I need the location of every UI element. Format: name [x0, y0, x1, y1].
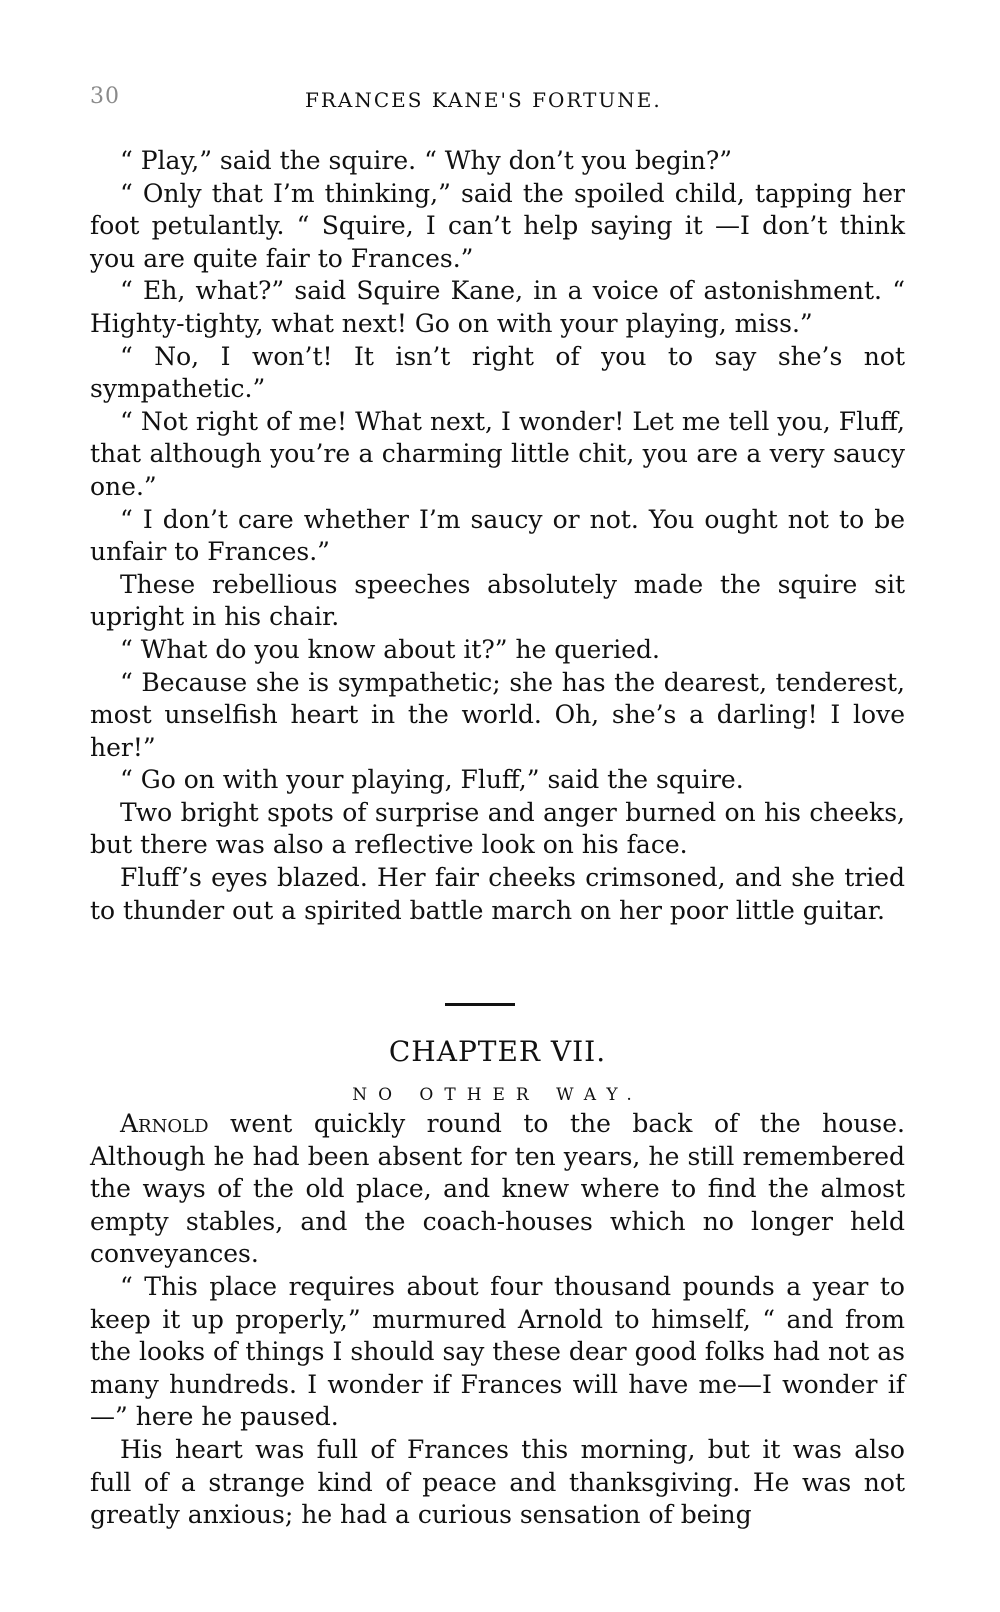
paragraph: “ Because she is sympathetic; she has the dearest, tenderest, most unselfish heart in the world. Oh, she’s a darling! I love her!”: [90, 667, 905, 762]
drop-word: Arnold: [120, 1109, 209, 1138]
paragraph: “ Go on with your playing, Fluff,” said the squire.: [120, 765, 744, 795]
paragraph: Two bright spots of surprise and anger burned on his cheeks, but there was also a reflective look on his face.: [90, 797, 905, 860]
running-title: FRANCES KANE'S FORTUNE.: [305, 88, 662, 112]
chapter-heading: CHAPTER VII.: [388, 1035, 607, 1068]
paragraph: “ This place requires about four thousand pounds a year to keep it up properly,” murmured Arnold to himself, “ and from the looks of things I should say these dear good folks had not as many hundreds. I wonder if Frances will have me—I wonder if—” here he paused.: [90, 1271, 905, 1432]
paragraph: Fluff’s eyes blazed. Her fair cheeks crimsoned, and she tried to thunder out a spirited battle march on her poor little guitar.: [90, 863, 905, 925]
paragraph: His heart was full of Frances this morning, but it was also full of a strange kind of peace and thanksgiving. He was not greatly anxious; he had a curious sensation of being: [90, 1434, 905, 1530]
section-divider: [445, 1003, 515, 1006]
paragraph: “ What do you know about it?” he queried.: [120, 634, 660, 664]
page-header: [90, 84, 920, 124]
chapter-subtitle: NO OTHER WAY.: [352, 1085, 643, 1105]
paragraph: “ Only that I’m thinking,” said the spoiled child, tapping her foot petulantly. “ Squire, I can’t help saying it —I don’t think you are quite fair to Frances.”: [90, 178, 905, 273]
paragraph: “ No, I won’t! It isn’t right of you to say she’s not sympathetic.”: [90, 341, 905, 404]
paragraph: “ Not right of me! What next, I wonder! Let me tell you, Fluff, that although you’re a charming little chit, you are a very saucy one.”: [90, 406, 905, 501]
paragraph: “ I don’t care whether I’m saucy or not. You ought not to be unfair to Frances.”: [90, 504, 905, 567]
paragraph: These rebellious speeches absolutely made the squire sit upright in his chair.: [90, 569, 905, 632]
paragraph: “ Play,” said the squire. “ Why don’t you begin?”: [120, 146, 733, 175]
text-block-bottom: [90, 1108, 905, 1532]
paragraph-text: went quickly round to the back of the house. Although he had been absent for ten years, he still remembered the ways of the old place, and knew where to find the almost empty stables, and the coach-houses which no longer held conveyances.: [90, 1109, 905, 1269]
paragraph: “ Eh, what?” said Squire Kane, in a voice of astonishment. “ Highty-tighty, what next! Go on with your playing, miss.”: [90, 276, 905, 338]
text-block-top: [90, 145, 905, 927]
page-number: 30: [90, 84, 120, 109]
paragraph: [90, 1108, 905, 1271]
